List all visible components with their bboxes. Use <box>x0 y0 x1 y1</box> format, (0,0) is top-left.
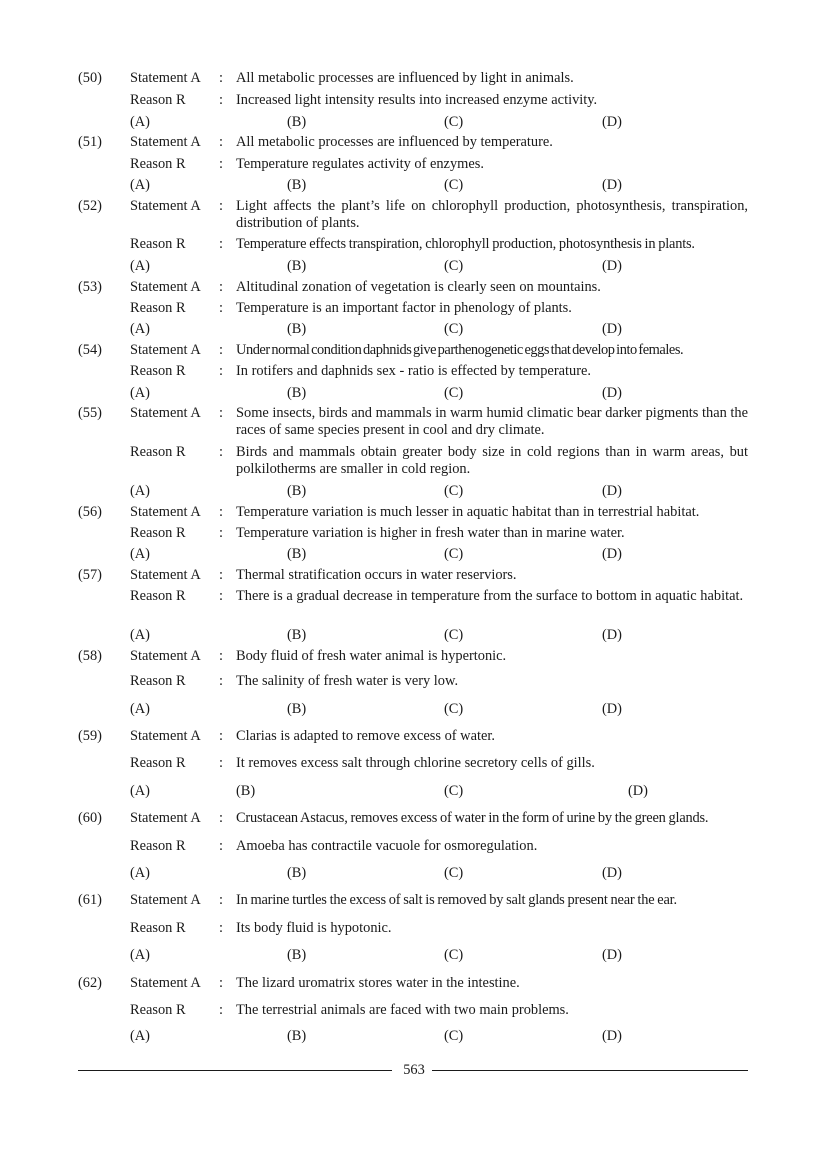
option-c: (C) <box>444 385 464 401</box>
reason-text: Temperature regulates activity of enzymes. <box>236 156 484 172</box>
reason-label: Reason R <box>130 1002 186 1018</box>
question-number: (55) <box>78 405 102 421</box>
statement-text: Under normal condition daphnids give parthenogenetic eggs that develop into females. <box>236 342 684 358</box>
statement-text: Clarias is adapted to remove excess of water. <box>236 728 495 744</box>
statement-text: Altitudinal zonation of vegetation is clearly seen on mountains. <box>236 279 601 295</box>
colon: : <box>219 405 223 421</box>
colon: : <box>219 567 223 583</box>
reason-label: Reason R <box>130 588 186 604</box>
question-number: (53) <box>78 279 102 295</box>
option-d: (D) <box>602 114 622 130</box>
statement-label: Statement A <box>130 405 201 421</box>
reason-text: Temperature is an important factor in phenology of plants. <box>236 300 572 316</box>
option-a: (A) <box>130 865 150 881</box>
reason-text: The salinity of fresh water is very low. <box>236 673 459 689</box>
colon: : <box>219 134 223 150</box>
question-number: (52) <box>78 198 102 214</box>
option-a: (A) <box>130 114 150 130</box>
option-c: (C) <box>444 701 464 717</box>
option-c: (C) <box>444 483 464 499</box>
question-number: (57) <box>78 567 102 583</box>
reason-label: Reason R <box>130 236 186 252</box>
option-c: (C) <box>444 258 464 274</box>
option-a: (A) <box>130 258 150 274</box>
option-d: (D) <box>602 701 622 717</box>
option-c: (C) <box>444 783 464 799</box>
colon: : <box>219 728 223 744</box>
reason-label: Reason R <box>130 300 186 316</box>
option-c: (C) <box>444 321 464 337</box>
option-b: (B) <box>287 483 307 499</box>
colon: : <box>219 525 223 541</box>
option-a: (A) <box>130 701 150 717</box>
question-number: (50) <box>78 70 102 86</box>
option-d: (D) <box>602 865 622 881</box>
question-number: (59) <box>78 728 102 744</box>
colon: : <box>219 920 223 936</box>
option-d: (D) <box>602 483 622 499</box>
statement-label: Statement A <box>130 70 201 86</box>
option-d: (D) <box>602 1028 622 1044</box>
option-a: (A) <box>130 947 150 963</box>
statement-label: Statement A <box>130 892 201 908</box>
question-number: (62) <box>78 975 102 991</box>
option-b: (B) <box>287 627 307 643</box>
option-b: (B) <box>287 701 307 717</box>
option-c: (C) <box>444 947 464 963</box>
option-a: (A) <box>130 627 150 643</box>
option-c: (C) <box>444 114 464 130</box>
option-b: (B) <box>287 1028 307 1044</box>
option-b: (B) <box>287 385 307 401</box>
reason-label: Reason R <box>130 838 186 854</box>
statement-text: In marine turtles the excess of salt is removed by salt glands present near the ear. <box>236 892 677 908</box>
statement-text: Crustacean Astacus, removes excess of water in the form of urine by the green glands. <box>236 810 709 826</box>
option-c: (C) <box>444 1028 464 1044</box>
page-number: 563 <box>403 1062 425 1078</box>
statement-label: Statement A <box>130 504 201 520</box>
option-c: (C) <box>444 865 464 881</box>
question-number: (61) <box>78 892 102 908</box>
option-d: (D) <box>602 258 622 274</box>
colon: : <box>219 363 223 379</box>
option-d: (D) <box>602 546 622 562</box>
colon: : <box>219 648 223 664</box>
option-c: (C) <box>444 546 464 562</box>
option-a: (A) <box>130 177 150 193</box>
colon: : <box>219 838 223 854</box>
option-d: (D) <box>602 177 622 193</box>
reason-text: There is a gradual decrease in temperature from the surface to bottom in aquatic habitat. <box>236 588 744 604</box>
statement-label: Statement A <box>130 648 201 664</box>
colon: : <box>219 70 223 86</box>
statement-text: Light affects the plant’s life on chlorophyll production, photosynthesis, transpiration, distribution of plants. <box>236 198 748 231</box>
option-c: (C) <box>444 627 464 643</box>
colon: : <box>219 236 223 252</box>
question-number: (56) <box>78 504 102 520</box>
statement-label: Statement A <box>130 810 201 826</box>
reason-text: The terrestrial animals are faced with two main problems. <box>236 1002 569 1018</box>
colon: : <box>219 1002 223 1018</box>
option-b: (B) <box>287 947 307 963</box>
statement-label: Statement A <box>130 134 201 150</box>
reason-label: Reason R <box>130 363 186 379</box>
option-b: (B) <box>287 114 307 130</box>
reason-label: Reason R <box>130 920 186 936</box>
reason-label: Reason R <box>130 92 186 108</box>
colon: : <box>219 588 223 604</box>
colon: : <box>219 300 223 316</box>
statement-label: Statement A <box>130 342 201 358</box>
footer-rule-left <box>78 1070 392 1071</box>
option-d: (D) <box>602 321 622 337</box>
reason-text: Birds and mammals obtain greater body size in cold regions than in warm areas, but polkilotherms are smaller in cold region. <box>236 444 748 477</box>
statement-label: Statement A <box>130 728 201 744</box>
statement-text: All metabolic processes are influenced by temperature. <box>236 134 553 150</box>
statement-label: Statement A <box>130 198 201 214</box>
reason-text: In rotifers and daphnids sex - ratio is effected by temperature. <box>236 363 591 379</box>
statement-text: Some insects, birds and mammals in warm humid climatic bear darker pigments than the races of same species present in cool and dry climate. <box>236 405 748 438</box>
option-d: (D) <box>602 947 622 963</box>
option-d: (D) <box>602 627 622 643</box>
option-a: (A) <box>130 321 150 337</box>
option-a: (A) <box>130 483 150 499</box>
colon: : <box>219 755 223 771</box>
option-a: (A) <box>130 1028 150 1044</box>
option-b: (B) <box>287 546 307 562</box>
reason-text: Increased light intensity results into increased enzyme activity. <box>236 92 598 108</box>
option-a: (A) <box>130 385 150 401</box>
option-d: (D) <box>628 783 648 799</box>
statement-text: All metabolic processes are influenced by light in animals. <box>236 70 574 86</box>
reason-label: Reason R <box>130 156 186 172</box>
colon: : <box>219 504 223 520</box>
option-b: (B) <box>236 783 256 799</box>
statement-label: Statement A <box>130 975 201 991</box>
option-a: (A) <box>130 546 150 562</box>
reason-text: Temperature effects transpiration, chlorophyll production, photosynthesis in plants. <box>236 236 695 252</box>
reason-label: Reason R <box>130 444 186 460</box>
colon: : <box>219 444 223 460</box>
colon: : <box>219 156 223 172</box>
reason-text: Amoeba has contractile vacuole for osmoregulation. <box>236 838 538 854</box>
question-number: (60) <box>78 810 102 826</box>
colon: : <box>219 198 223 214</box>
reason-text: It removes excess salt through chlorine secretory cells of gills. <box>236 755 595 771</box>
statement-text: Temperature variation is much lesser in aquatic habitat than in terrestrial habitat. <box>236 504 700 520</box>
option-c: (C) <box>444 177 464 193</box>
colon: : <box>219 673 223 689</box>
reason-text: Temperature variation is higher in fresh water than in marine water. <box>236 525 625 541</box>
reason-label: Reason R <box>130 525 186 541</box>
question-number: (58) <box>78 648 102 664</box>
colon: : <box>219 892 223 908</box>
colon: : <box>219 810 223 826</box>
option-b: (B) <box>287 177 307 193</box>
colon: : <box>219 279 223 295</box>
question-number: (51) <box>78 134 102 150</box>
option-b: (B) <box>287 865 307 881</box>
option-b: (B) <box>287 258 307 274</box>
statement-text: Body fluid of fresh water animal is hypertonic. <box>236 648 507 664</box>
statement-label: Statement A <box>130 567 201 583</box>
reason-label: Reason R <box>130 673 186 689</box>
statement-text: Thermal stratification occurs in water reserviors. <box>236 567 517 583</box>
option-a: (A) <box>130 783 150 799</box>
footer-rule-right <box>432 1070 748 1071</box>
reason-text: Its body fluid is hypotonic. <box>236 920 392 936</box>
colon: : <box>219 975 223 991</box>
colon: : <box>219 92 223 108</box>
reason-label: Reason R <box>130 755 186 771</box>
statement-label: Statement A <box>130 279 201 295</box>
question-number: (54) <box>78 342 102 358</box>
statement-text: The lizard uromatrix stores water in the intestine. <box>236 975 520 991</box>
option-d: (D) <box>602 385 622 401</box>
colon: : <box>219 342 223 358</box>
option-b: (B) <box>287 321 307 337</box>
